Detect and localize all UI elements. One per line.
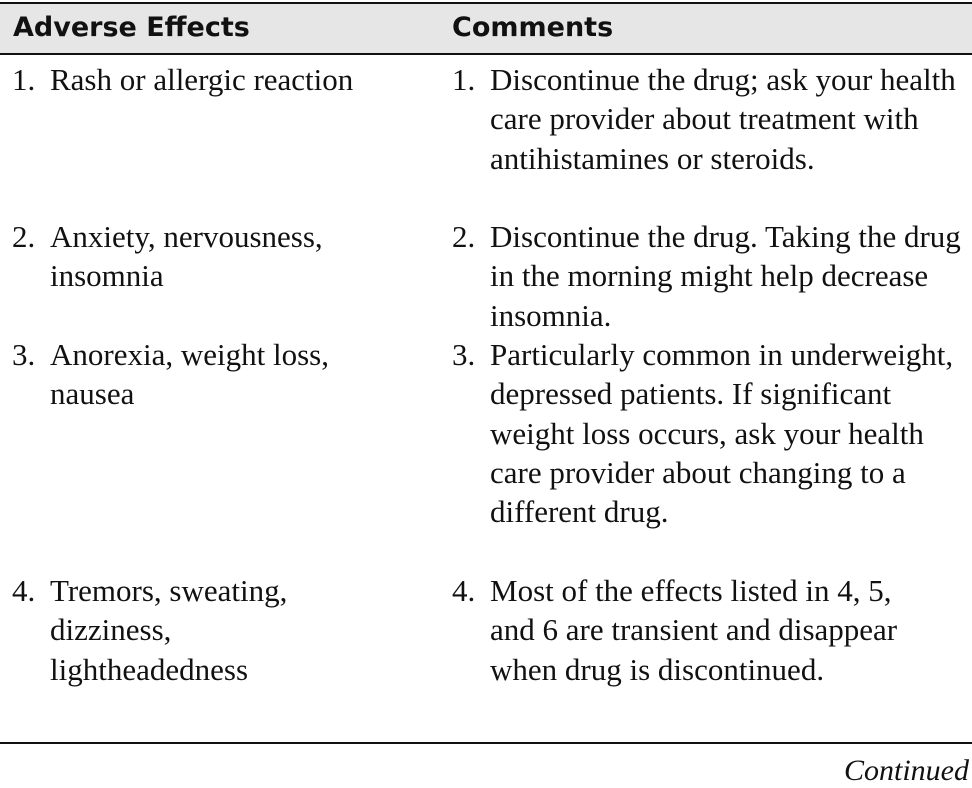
table-row <box>0 335 972 571</box>
header-comments: Comments <box>452 12 614 43</box>
effect-number: 3. <box>12 337 36 372</box>
table-row <box>0 217 972 335</box>
comment-cell <box>452 217 967 335</box>
table-header <box>0 2 972 55</box>
effect-text: Tremors, sweating, dizziness, lightheadedness <box>50 573 288 687</box>
comment-cell <box>452 335 967 531</box>
continued-label: Continued <box>844 754 969 787</box>
comment-cell <box>452 60 967 178</box>
comment-text: Most of the effects listed in 4, 5, and 6 are transient and disappear when drug is discontinued. <box>490 573 898 687</box>
table-row <box>0 571 972 728</box>
effect-number: 2. <box>12 219 36 254</box>
effect-text: Anorexia, weight loss, nausea <box>50 337 329 412</box>
effect-number: 1. <box>12 62 36 97</box>
table-row <box>0 60 972 217</box>
table-bottom-rule <box>0 742 972 744</box>
effect-cell <box>12 217 432 296</box>
effect-cell <box>12 571 432 689</box>
comment-number: 3. <box>452 337 476 372</box>
comment-number: 2. <box>452 219 476 254</box>
effect-cell <box>12 335 432 414</box>
effect-number: 4. <box>12 573 36 608</box>
comment-cell <box>452 571 967 689</box>
comment-number: 4. <box>452 573 476 608</box>
comment-number: 1. <box>452 62 476 97</box>
effect-text: Anxiety, nervousness, insomnia <box>50 219 323 294</box>
header-adverse-effects: Adverse Effects <box>13 12 250 43</box>
comment-text: Discontinue the drug. Taking the drug in the morning might help decrease insomnia. <box>490 219 961 333</box>
comment-text: Particularly common in underweight, depressed patients. If significant weight loss occurs, ask your health care provider about changing to a different drug. <box>490 337 954 530</box>
table-body <box>0 60 972 728</box>
effect-text: Rash or allergic reaction <box>50 62 354 97</box>
comment-text: Discontinue the drug; ask your health care provider about treatment with antihistamines or steroids. <box>490 62 956 176</box>
effect-cell <box>12 60 432 99</box>
